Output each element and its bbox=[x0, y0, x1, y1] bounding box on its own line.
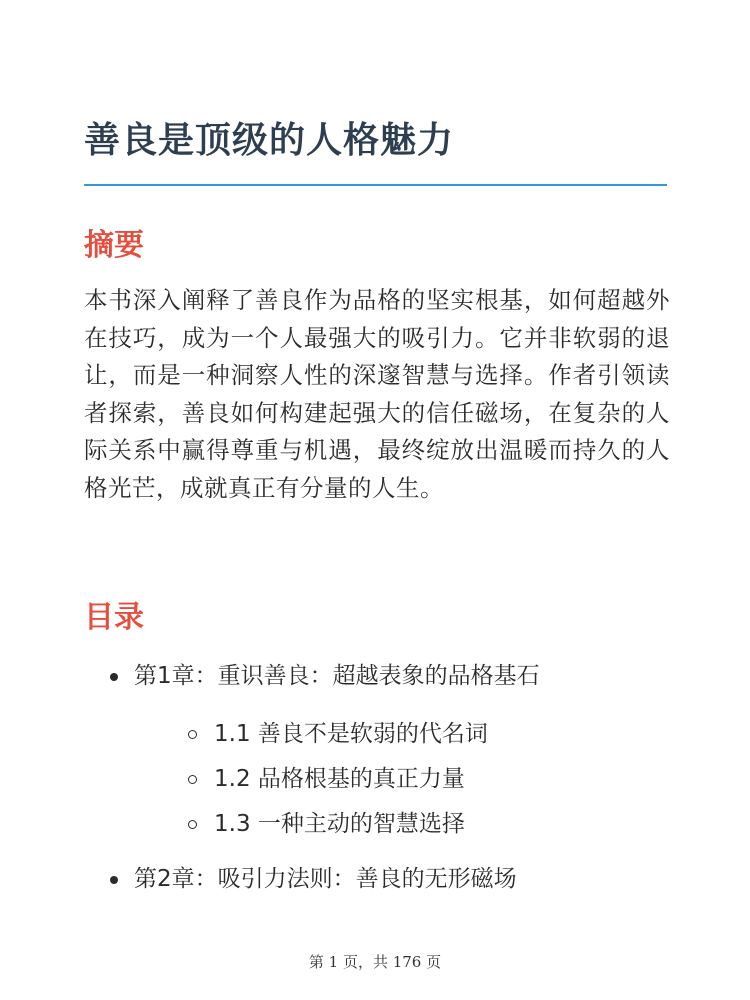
circle-bullet-icon bbox=[188, 820, 197, 829]
circle-bullet-icon bbox=[188, 775, 197, 784]
circle-bullet-icon bbox=[188, 730, 197, 739]
toc-chapter-item bbox=[108, 658, 668, 847]
toc-section-label: 1.2 品格根基的真正力量 bbox=[214, 766, 465, 792]
page-footer: 第 1 页，共 176 页 bbox=[308, 953, 442, 971]
toc-chapter-label: 第2章：吸引力法则：善良的无形磁场 bbox=[134, 866, 517, 892]
summary-heading: 摘要 bbox=[84, 228, 144, 263]
toc-section-item bbox=[188, 712, 668, 757]
toc-section-item bbox=[188, 802, 668, 847]
toc-heading: 目录 bbox=[84, 600, 144, 635]
toc-chapter-item bbox=[108, 861, 668, 897]
toc-chapter-label: 第1章：重识善良：超越表象的品格基石 bbox=[134, 663, 540, 689]
toc-section-list bbox=[134, 712, 668, 847]
document-title: 善良是顶级的人格魅力 bbox=[84, 120, 455, 161]
title-divider bbox=[84, 184, 667, 186]
toc-list bbox=[108, 658, 668, 897]
summary-text: 本书深入阐释了善良作为品格的坚实根基，如何超越外在技巧，成为一个人最强大的吸引力。它并非软弱的退让，而是一种洞察人性的深邃智慧与选择。作者引领读者探索，善良如何构建起强大的信任磁场，在复杂的人际关系中赢得尊重与机遇，最终绽放出温暖而持久的人格光芒，成就真正有分量的人生。 bbox=[84, 286, 670, 502]
toc-section-label: 1.3 一种主动的智慧选择 bbox=[214, 811, 465, 837]
bullet-icon bbox=[110, 876, 118, 884]
toc-section-label: 1.1 善良不是软弱的代名词 bbox=[214, 721, 488, 747]
toc-section-item bbox=[188, 757, 668, 802]
bullet-icon bbox=[110, 673, 118, 681]
